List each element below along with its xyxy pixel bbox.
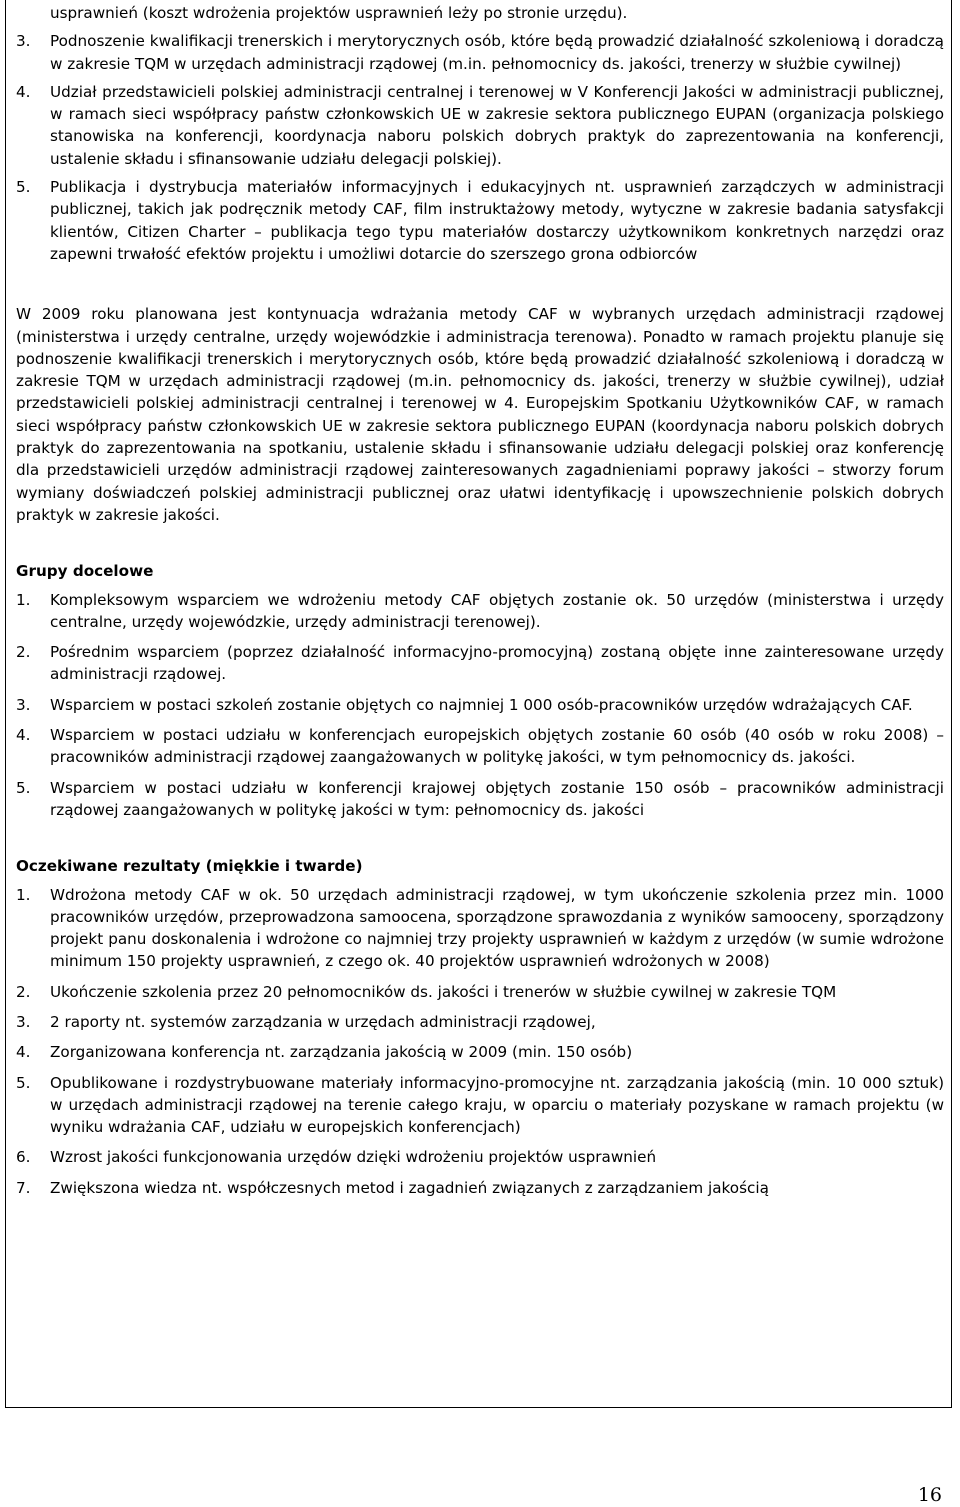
list-item-text: Wsparciem w postaci udziału w konferencjach europejskich objętych zostanie 60 osób (40 osób w roku 2008) – pracowników administracji rządowej zaangażowanych w politykę jakości, w tym pełnomocnicy ds. jakości. [50,726,944,767]
list-item-text: Zorganizowana konferencja nt. zarządzania jakością w 2009 (min. 150 osób) [50,1043,633,1062]
list-item-text: Wsparciem w postaci szkoleń zostanie objętych co najmniej 1 000 osób-pracowników urzędów wdrażających CAF. [50,695,913,714]
list-item [16,589,944,634]
list-item [16,981,944,1003]
list-item [16,1041,944,1063]
list-item-text: Ukończenie szkolenia przez 20 pełnomocników ds. jakości i trenerów w służbie cywilnej w zakresie TQM [50,982,837,1001]
list-item [16,30,944,75]
list-item-text: Kompleksowym wsparciem we wdrożeniu metody CAF objętych zostanie ok. 50 urzędów (ministerstwa i urzędy centralne, urzędy wojewódzkie, urzędy administracji terenowej). [50,590,944,631]
list-item-text: Wzrost jakości funkcjonowania urzędów dzięki wdrożeniu projektów usprawnień [50,1148,657,1167]
list-item-text: Pośrednim wsparciem (poprzez działalność informacyjno-promocyjną) zostaną objęte inne zainteresowane urzędy administracji rządowej. [50,643,944,684]
list-number: 1. [16,590,31,609]
list-number: 3. [16,32,31,51]
list-item-text: Opublikowane i rozdystrybuowane materiały informacyjno-promocyjne nt. zarządzania jakością (min. 10 000 sztuk) w urzędach administracji rządowej na terenie całego kraju, w oparciu o materiały pozyskane w ramach projektu (w wyniku wdrażania CAF, udziału w europejskich konferencjach) [50,1073,944,1137]
list-item [16,724,944,769]
list-item [16,1146,944,1168]
list-item [16,81,944,170]
list-number: 5. [16,778,31,797]
list-number: 3. [16,1012,31,1031]
section-heading-rezultaty: Oczekiwane rezultaty (miękkie i twarde) [16,857,363,876]
list-item-text: Zwiększona wiedza nt. współczesnych metod i zagadnień związanych z zarządzaniem jakością [50,1178,769,1197]
list-item-text: Publikacja i dystrybucja materiałów informacyjnych i edukacyjnych nt. usprawnień zarządczych w administracji publicznej, takich jak podręcznik metody CAF, film instruktażowy metody, wytyczne w zakresie badania satysfakcji klientów, Citizen Charter – publikacja tego typu materiałów dostarczy użytkownikom konkretnych narzędzi oraz zapewni trwałość efektów projektu i umożliwi dotarcie do szerszego grona odbiorców [50,178,944,263]
list-item-text: Wsparciem w postaci udziału w konferencji krajowej objętych zostanie 150 osób – pracowników administracji rządowej zaangażowanych w politykę jakości w tym: pełnomocnicy ds. jakości [50,778,944,819]
list-item-text: Udział przedstawicieli polskiej administracji centralnej i terenowej w V Konferencji Jakości w administracji publicznej, w ramach sieci współpracy państw członkowskich UE w zakresie sektora publicznego EUPAN (organizacja polskiego stanowiska na konferencji, koordynacja naboru polskich dobrych praktyk do zaprezentowania na konferencji, ustalenie składu i sfinansowanie udziału delegacji polskiej). [50,82,944,168]
list-number: 2. [16,982,31,1001]
list-item [16,176,944,265]
list-number: 6. [16,1148,31,1167]
list-number: 5. [16,1073,31,1092]
list-item-text: Podnoszenie kwalifikacji trenerskich i merytorycznych osób, które będą prowadzić działalność szkoleniową i doradczą w zakresie TQM w urzędach administracji rządowej (m.in. pełnomocnicy ds. jakości, trenerzy w służbie cywilnej) [50,32,944,73]
page-number: 16 [917,1484,942,1506]
list-number: 4. [16,726,31,745]
list-item-text: 2 raporty nt. systemów zarządzania w urzędach administracji rządowej, [50,1012,596,1031]
list-number: 7. [16,1178,31,1197]
list-item [16,2,944,24]
list-number: 2. [16,643,31,662]
list-item-text: Wdrożona metody CAF w ok. 50 urzędach administracji rządowej, w tym ukończenie szkolenia przez min. 1000 pracowników urzędów, przeprowadzona samoocena, sporządzone sprawozdania z wyników samooceny, sporządzony projekt panu doskonalenia i wdrożone co najmniej trzy projekty usprawnień w każdym z urzędów (w sumie wdrożone minimum 150 projekty usprawnień, z czego ok. 40 projektów usprawnień wdrożonych w 2008) [50,885,944,971]
list-number: 3. [16,695,31,714]
section-heading-grupy: Grupy docelowe [16,562,154,581]
list-number: 1. [16,885,31,904]
list-item [16,1177,944,1199]
list-item [16,641,944,686]
paragraph-2009: W 2009 roku planowana jest kontynuacja wdrażania metody CAF w wybranych urzędach administracji rządowej (ministerstwa i urzędy centralne, urzędy wojewódzkie i administracja terenowa). Ponadto w ramach projektu planuje się podnoszenie kwalifikacji trenerskich i merytorycznych osób, które będą prowadzić działalność szkoleniową i doradczą w zakresie TQM w urzędach administracji rządowej (m.in. pełnomocnicy ds. jakości, trenerzy w służbie cywilnej), udział przedstawicieli polskiej administracji centralnej i terenowej w 4. Europejskim Spotkaniu Użytkowników CAF, w ramach sieci współpracy państw członkowskich UE w zakresie sektora publicznego EUPAN (koordynacja naboru polskich dobrych praktyk do zaprezentowania na spotkaniu, ustalenie składu i sfinansowanie udziału delegacji polskiej oraz konferencję dla przedstawicieli urzędów administracji rządowej zainteresowanych zagadnieniami poprawy jakości – stworzy forum wymiany doświadczeń polskiej administracji publicznej oraz ułatwi identyfikację i upowszechnienie polskich dobrych praktyk w zakresie jakości. [16,305,944,524]
list-number: 4. [16,82,31,101]
list-item [16,1011,944,1033]
list-item [16,1072,944,1139]
list-number: 4. [16,1043,31,1062]
list-item [16,884,944,973]
document-body [16,2,944,1199]
list-item [16,777,944,822]
list-number: 5. [16,178,31,197]
list-item [16,694,944,716]
list-item-text: usprawnień (koszt wdrożenia projektów usprawnień leży po stronie urzędu). [50,4,628,22]
